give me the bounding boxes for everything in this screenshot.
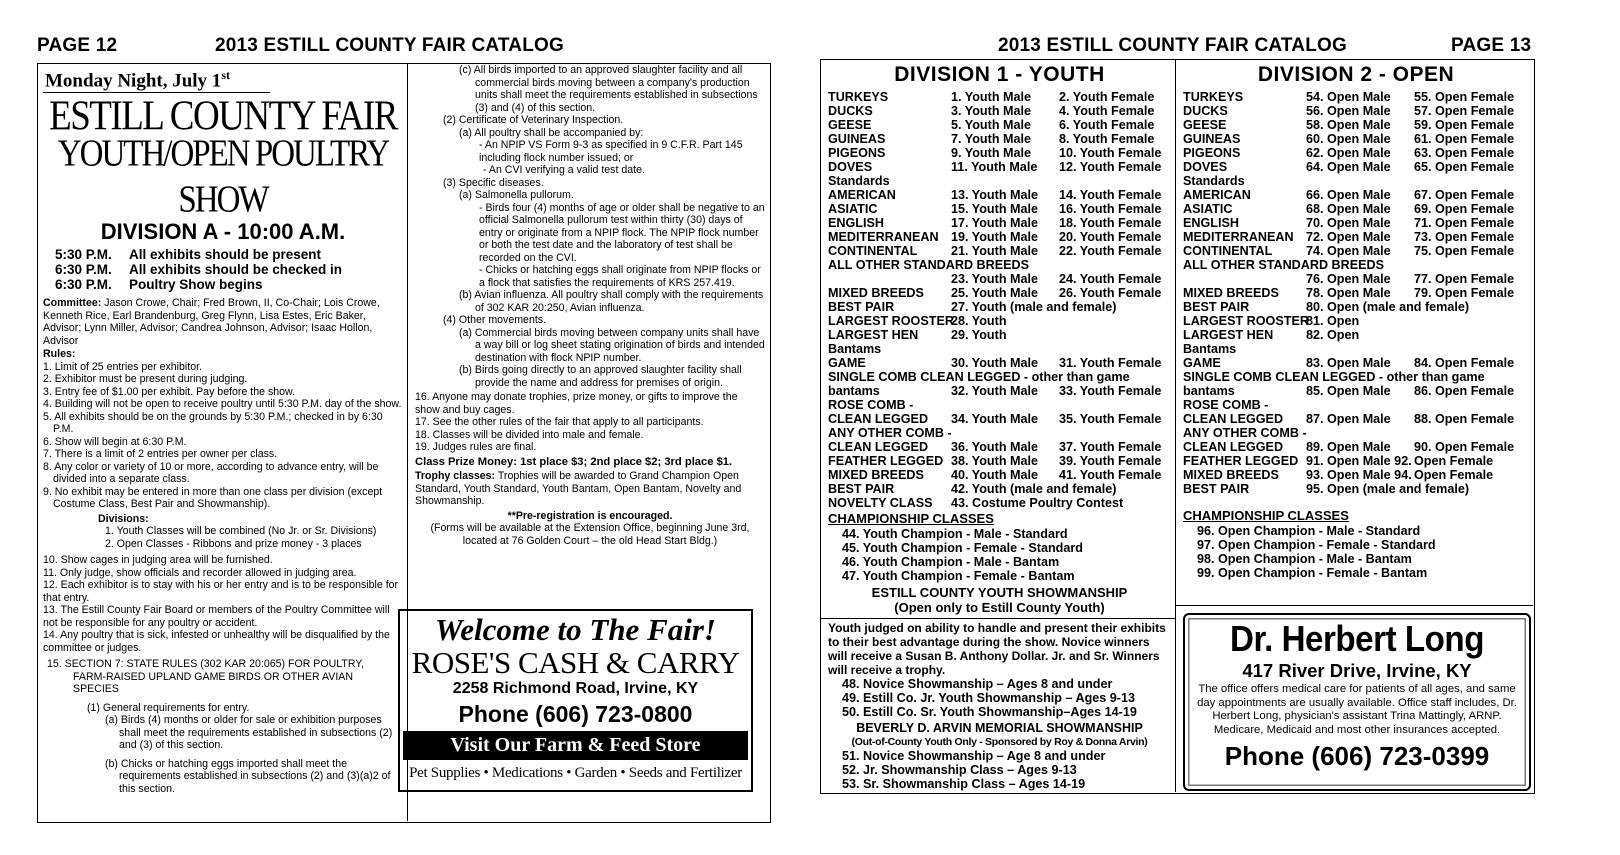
rule-15-1: (1) General requirements for entry. bbox=[87, 701, 250, 714]
class-entry-female: Open Female bbox=[1414, 454, 1494, 468]
schedule bbox=[55, 247, 403, 292]
catalog-title-left: 2013 ESTILL COUNTY FAIR CATALOG bbox=[215, 35, 564, 56]
arvin-class: 52. Jr. Showmanship Class – Ages 9-13 bbox=[842, 763, 1077, 777]
class-entry-male: 76. Open Male bbox=[1306, 272, 1391, 286]
rule-17: 17. See the other rules of the fair that apply to all participants. bbox=[415, 416, 704, 428]
division-heading: DIVISION A - 10:00 A.M. bbox=[100, 219, 346, 245]
schedule-item: 5:30 P.M. All exhibits should be present bbox=[55, 247, 322, 263]
class-entry-male: 87. Open Male bbox=[1306, 412, 1391, 426]
class-entry-female: 75. Open Female bbox=[1414, 244, 1515, 258]
class-row bbox=[1183, 216, 1529, 230]
class-entry-female: 69. Open Female bbox=[1414, 202, 1515, 216]
division-2-column bbox=[1176, 60, 1533, 606]
class-entry-female: Open Female bbox=[1414, 468, 1494, 482]
class-row bbox=[1183, 300, 1529, 314]
class-entry-male: 11. Youth Male bbox=[951, 160, 1038, 174]
class-name: GEESE bbox=[828, 118, 872, 132]
rule-15-4b: (b) Birds going directly to an approved slaughter facility shall provide the name and address for premises of origin. bbox=[459, 364, 742, 389]
class-name: CLEAN LEGGED bbox=[1183, 412, 1284, 426]
class-entry-female: 18. Youth Female bbox=[1059, 216, 1162, 230]
class-row bbox=[828, 314, 1171, 328]
rule-15-1b: (b) Chicks or hatching eggs imported shall meet the requirements established in subsections (2) and (3)(a)2 of this section. bbox=[105, 757, 391, 795]
left-column-1 bbox=[39, 64, 408, 821]
class-row bbox=[1183, 118, 1529, 132]
division-2-classes bbox=[1183, 90, 1529, 496]
championship-heading: CHAMPIONSHIP CLASSES bbox=[1183, 508, 1349, 523]
class-entry-female: 20. Youth Female bbox=[1059, 230, 1162, 244]
arvin-class: 51. Novice Showmanship – Age 8 and under bbox=[842, 749, 1106, 763]
class-entry-male: 38. Youth Male bbox=[951, 454, 1039, 468]
class-row bbox=[1183, 328, 1529, 342]
class-entry-male: 56. Open Male bbox=[1306, 104, 1391, 118]
class-entry-male: 17. Youth Male bbox=[951, 216, 1039, 230]
division-1-column bbox=[821, 60, 1176, 792]
class-name: PIGEONS bbox=[828, 146, 886, 160]
page-number-left: PAGE 12 bbox=[37, 35, 118, 56]
class-entry-male: 83. Open Male bbox=[1306, 356, 1391, 370]
class-name: LARGEST HEN bbox=[1183, 328, 1274, 342]
championship-heading: CHAMPIONSHIP CLASSES bbox=[828, 511, 994, 526]
class-entry-male: 5. Youth Male bbox=[951, 118, 1032, 132]
class-row bbox=[1183, 90, 1529, 104]
class-entry-female: 86. Open Female bbox=[1414, 384, 1515, 398]
class-name: ASIATIC bbox=[828, 202, 878, 216]
dr-herbert-long-ad bbox=[1183, 613, 1531, 791]
class-row bbox=[828, 104, 1171, 118]
class-name: NOVELTY CLASS bbox=[828, 496, 933, 510]
page-number-right: PAGE 13 bbox=[1451, 35, 1532, 56]
rule-item: 3. Entry fee of $1.00 per exhibit. Pay before the show. bbox=[43, 385, 296, 398]
class-row bbox=[828, 90, 1171, 104]
doctor-phone: Phone (606) 723-0399 bbox=[1224, 741, 1490, 771]
class-row bbox=[1183, 244, 1529, 258]
class-row bbox=[828, 118, 1171, 132]
class-name: BEST PAIR bbox=[828, 482, 895, 496]
class-row bbox=[1183, 146, 1529, 160]
class-entry: 43. Costume Poultry Contest bbox=[951, 496, 1124, 510]
class-entry: 42. Youth (male and female) bbox=[951, 482, 1117, 496]
show-title: YOUTH/OPEN POULTRY SHOW bbox=[57, 133, 389, 222]
class-row bbox=[828, 160, 1171, 174]
champ-item: 97. Open Champion - Female - Standard bbox=[1197, 538, 1436, 552]
class-row bbox=[1183, 160, 1529, 174]
class-entry-male: 54. Open Male bbox=[1306, 90, 1391, 104]
class-name: CONTINENTAL bbox=[828, 244, 918, 258]
class-row bbox=[828, 468, 1171, 482]
class-name: BEST PAIR bbox=[1183, 300, 1250, 314]
rule-15-1a: (a) Birds (4) months or older for sale or exhibition purposes shall meet the requirements established in subsections (2) and (3) of this section. bbox=[105, 714, 393, 752]
class-entry-female: 41. Youth Female bbox=[1059, 468, 1162, 482]
rule-15-3: (3) Specific diseases. bbox=[443, 176, 544, 189]
class-entry-female: 65. Open Female bbox=[1414, 160, 1515, 174]
class-name: CLEAN LEGGED bbox=[828, 412, 929, 426]
class-entry-female: 31. Youth Female bbox=[1059, 356, 1162, 370]
class-row bbox=[828, 328, 1171, 342]
class-row bbox=[1183, 132, 1529, 146]
class-row bbox=[828, 188, 1171, 202]
class-row bbox=[828, 300, 1171, 314]
rule-15: 15. SECTION 7: STATE RULES (302 KAR 20:065) FOR POULTRY, FARM-RAISED UPLAND GAME BIRDS OR OTHER AVIAN SPECIES bbox=[47, 658, 364, 696]
class-entry-female: 33. Youth Female bbox=[1059, 384, 1162, 398]
class-name: BEST PAIR bbox=[828, 300, 895, 314]
class-entry-female: 77. Open Female bbox=[1414, 272, 1515, 286]
rule-item: 6. Show will begin at 6:30 P.M. bbox=[43, 435, 187, 448]
rule-item: 11. Only judge, show officials and recorder allowed in judging area. bbox=[43, 566, 357, 579]
class-row bbox=[828, 412, 1171, 426]
class-row bbox=[828, 496, 1171, 510]
class-entry-male: 23. Youth Male bbox=[951, 272, 1039, 286]
class-entry-male: 91. Open Male 92. bbox=[1306, 454, 1412, 468]
rule-15-2: (2) Certificate of Veterinary Inspection. bbox=[443, 114, 624, 126]
champ-item: 45. Youth Champion - Female - Standard bbox=[842, 541, 1083, 555]
rule-15-1c: (c) All birds imported to an approved slaughter facility and all commercial birds moving between a company's production units shall meet the requirements established in subsections (3) and (4) of this section. bbox=[459, 64, 758, 114]
trophy-classes: Trophy classes: Trophies will be awarded to Grand Champion Open Standard, Youth Standard, Youth Bantam, Open Bantam, Novelty and Showmanship. bbox=[415, 470, 742, 507]
class-entry-female: 4. Youth Female bbox=[1059, 104, 1155, 118]
rule-15-3a-1: - Birds four (4) months of age or older shall be negative to an official Salmonella pullorum test within thirty (30) days of entry or originate from a NPIP flock. The NPIP flock number or both the test date and the laboratory of test shall be recorded on the CVI. bbox=[479, 201, 765, 264]
class-name: MIXED BREEDS bbox=[1183, 468, 1279, 482]
class-row bbox=[1183, 468, 1529, 482]
class-name: GUINEAS bbox=[828, 132, 886, 146]
class-entry-male: 3. Youth Male bbox=[951, 104, 1032, 118]
class-row bbox=[1183, 314, 1529, 328]
class-entry-male: 36. Youth Male bbox=[951, 440, 1039, 454]
class-entry: 80. Open (male and female) bbox=[1306, 300, 1470, 314]
class-row bbox=[828, 356, 1171, 370]
class-name: DUCKS bbox=[1183, 104, 1228, 118]
class-row bbox=[828, 286, 1171, 300]
class-entry-male: 89. Open Male bbox=[1306, 440, 1391, 454]
class-entry-male: 30. Youth Male bbox=[951, 356, 1039, 370]
class-name: CONTINENTAL bbox=[1183, 244, 1273, 258]
showmanship-class: 50. Estill Co. Sr. Youth Showmanship–Ages 14-19 bbox=[842, 705, 1137, 719]
class-row bbox=[1183, 202, 1529, 216]
single-comb-heading: SINGLE COMB CLEAN LEGGED - other than game bbox=[828, 370, 1130, 384]
class-entry: 81. Open bbox=[1306, 314, 1360, 328]
class-name: GAME bbox=[1183, 356, 1221, 370]
class-entry-male: 66. Open Male bbox=[1306, 188, 1391, 202]
class-entry-male: 68. Open Male bbox=[1306, 202, 1391, 216]
champ-item: 96. Open Champion - Male - Standard bbox=[1197, 524, 1421, 538]
committee: Committee: Jason Crowe, Chair; Fred Brown, II, Co-Chair; Lois Crowe, Kenneth Rice, Earl Brandenburg, Greg Flynn, Lisa Estes, Eric Baker, Advisor; Lynn Miller, Advisor; Candrea Johnson, Advisor; Isaac Hollon, Advisor bbox=[43, 297, 380, 347]
division-item: 2. Open Classes - Ribbons and prize money - 3 places bbox=[105, 537, 362, 550]
class-name: bantams bbox=[1183, 384, 1235, 398]
standards-heading: Standards bbox=[828, 174, 890, 188]
class-entry-female: 57. Open Female bbox=[1414, 104, 1515, 118]
class-row bbox=[1183, 356, 1529, 370]
class-entry-male: 72. Open Male bbox=[1306, 230, 1391, 244]
class-entry-female: 71. Open Female bbox=[1414, 216, 1515, 230]
class-entry-female: 12. Youth Female bbox=[1059, 160, 1162, 174]
class-name: LARGEST ROOSTER bbox=[828, 314, 954, 328]
class-row bbox=[828, 202, 1171, 216]
class-row bbox=[828, 454, 1171, 468]
rules-heading: Rules: bbox=[43, 348, 76, 361]
class-row bbox=[828, 132, 1171, 146]
division-1-classes bbox=[828, 90, 1171, 510]
rule-item: 14. Any poultry that is sick, infested or unhealthy will be disqualified by the committee or judges. bbox=[43, 629, 390, 654]
schedule-item: 6:30 P.M. All exhibits should be checked in bbox=[55, 262, 343, 278]
rule-16: 16. Anyone may donate trophies, prize money, or gifts to improve the show and buy cages. bbox=[415, 391, 738, 416]
class-entry-male: 85. Open Male bbox=[1306, 384, 1391, 398]
rule-18: 18. Classes will be divided into male and female. bbox=[415, 428, 644, 441]
pre-registration-note: (Forms will be available at the Extension Office, beginning June 3rd, located at 76 Golden Court – the old Head Start Bldg.) bbox=[430, 522, 750, 547]
fair-title: ESTILL COUNTY FAIR bbox=[49, 93, 397, 141]
class-name: MIXED BREEDS bbox=[828, 286, 924, 300]
class-entry-female: 16. Youth Female bbox=[1059, 202, 1162, 216]
rule-15-2a: (a) All poultry shall be accompanied by: bbox=[459, 126, 644, 139]
class-entry-female: 8. Youth Female bbox=[1059, 132, 1155, 146]
doctor-name: Dr. Herbert Long bbox=[1230, 618, 1484, 659]
store-phone: Phone (606) 723-0800 bbox=[458, 701, 693, 727]
class-row bbox=[1183, 230, 1529, 244]
store-address: 2258 Richmond Road, Irvine, KY bbox=[452, 680, 699, 697]
class-entry-male: 21. Youth Male bbox=[951, 244, 1039, 258]
champ-item: 47. Youth Champion - Female - Bantam bbox=[842, 569, 1075, 583]
class-entry-female: 67. Open Female bbox=[1414, 188, 1515, 202]
class-row bbox=[828, 272, 1171, 286]
class-entry: 95. Open (male and female) bbox=[1306, 482, 1470, 496]
class-entry-male: 93. Open Male 94. bbox=[1306, 468, 1412, 482]
class-entry-male: 70. Open Male bbox=[1306, 216, 1391, 230]
class-entry-male: 74. Open Male bbox=[1306, 244, 1391, 258]
class-entry-male: 1. Youth Male bbox=[951, 90, 1032, 104]
rule-item: 7. There is a limit of 2 entries per owner per class. bbox=[43, 448, 278, 461]
welcome-text: Welcome to The Fair! bbox=[435, 612, 716, 647]
rule-item: 13. The Estill County Fair Board or members of the Poultry Committee will not be responsible for any poultry or accident. bbox=[43, 604, 390, 629]
rule-15-3a-2: - Chicks or hatching eggs shall originate from NPIP flocks or a flock that satisfies the requirements of KRS 257.419. bbox=[479, 264, 761, 289]
class-entry: 29. Youth bbox=[951, 328, 1007, 342]
class-name: AMERICAN bbox=[828, 188, 896, 202]
divisions-heading: Divisions: bbox=[98, 512, 149, 525]
class-entry-male: 9. Youth Male bbox=[951, 146, 1032, 160]
class-entry-female: 79. Open Female bbox=[1414, 286, 1515, 300]
class-name: FEATHER LEGGED bbox=[828, 454, 944, 468]
schedule-item: 6:30 P.M. Poultry Show begins bbox=[55, 277, 263, 293]
class-entry-female: 10. Youth Female bbox=[1059, 146, 1162, 160]
rose-comb-heading: ROSE COMB - bbox=[1183, 398, 1269, 412]
class-entry-male: 40. Youth Male bbox=[951, 468, 1039, 482]
rule-item: 8. Any color or variety of 10 or more, according to advance entry, will be divided into a separate class. bbox=[43, 460, 379, 486]
date-heading: Monday Night, July 1st bbox=[43, 64, 270, 93]
class-entry-male: 15. Youth Male bbox=[951, 202, 1039, 216]
any-other-comb-heading: ANY OTHER COMB - bbox=[1183, 426, 1307, 440]
class-entry-male: 34. Youth Male bbox=[951, 412, 1039, 426]
class-name: GUINEAS bbox=[1183, 132, 1241, 146]
champ-item: 99. Open Champion - Female - Bantam bbox=[1197, 566, 1428, 580]
class-entry-male: 7. Youth Male bbox=[951, 132, 1032, 146]
class-name: AMERICAN bbox=[1183, 188, 1251, 202]
any-other-comb-heading: ANY OTHER COMB - bbox=[828, 426, 952, 440]
class-entry-female: 61. Open Female bbox=[1414, 132, 1515, 146]
rule-15-3b: (b) Avian influenza. All poultry shall comply with the requirements of 302 KAR 20:250, Avian influenza. bbox=[459, 289, 764, 314]
class-name: DOVES bbox=[1183, 160, 1228, 174]
showmanship-description: Youth judged on ability to handle and present their exhibits to their best advantage during the show. Novice winners will receive a Susan B. Anthony Dollar. Jr. and Sr. Winners will receive a trophy. bbox=[828, 621, 1166, 677]
class-entry-female: 55. Open Female bbox=[1414, 90, 1515, 104]
doctor-address: 417 River Drive, Irvine, KY bbox=[1242, 660, 1472, 681]
rule-item: 5. All exhibits should be on the grounds by 5:30 P.M.; checked in by 6:30 P.M. bbox=[43, 410, 383, 436]
class-entry-female: 24. Youth Female bbox=[1059, 272, 1162, 286]
class-entry-female: 6. Youth Female bbox=[1059, 118, 1155, 132]
class-row bbox=[1183, 454, 1529, 468]
class-entry-male: 62. Open Male bbox=[1306, 146, 1391, 160]
class-name: MEDITERRANEAN bbox=[1183, 230, 1294, 244]
arvin-heading: BEVERLY D. ARVIN MEMORIAL SHOWMANSHIP bbox=[856, 721, 1143, 735]
class-entry-male: 60. Open Male bbox=[1306, 132, 1391, 146]
store-name: ROSE'S CASH & CARRY bbox=[411, 645, 740, 680]
class-row bbox=[1183, 188, 1529, 202]
class-name: ASIATIC bbox=[1183, 202, 1233, 216]
prize-money: Class Prize Money: 1st place $3; 2nd place $2; 3rd place $1. bbox=[415, 455, 733, 468]
division-2-heading: DIVISION 2 - OPEN bbox=[1257, 63, 1455, 86]
class-name: ENGLISH bbox=[1183, 216, 1239, 230]
bantams-heading: Bantams bbox=[1183, 342, 1237, 356]
rule-item: 2. Exhibitor must be present during judging. bbox=[43, 373, 248, 386]
rule-15-4a: (a) Commercial birds moving between company units shall have a way bill or log sheet stating origination of birds and intended destination with flock NPIP number. bbox=[459, 326, 765, 364]
store-items: Pet Supplies • Medications • Garden • Seeds and Fertilizer bbox=[409, 765, 742, 781]
champ-item: 98. Open Champion - Male - Bantam bbox=[1197, 552, 1412, 566]
class-entry-female: 22. Youth Female bbox=[1059, 244, 1162, 258]
class-name: DOVES bbox=[828, 160, 873, 174]
class-entry-male: 32. Youth Male bbox=[951, 384, 1039, 398]
class-entry: 28. Youth bbox=[951, 314, 1007, 328]
class-row bbox=[1183, 412, 1529, 426]
rule-15-3a: (a) Salmonella pullorum. bbox=[459, 189, 574, 201]
class-row bbox=[828, 440, 1171, 454]
doctor-description: The office offers medical care for patients of all ages, and same day appointments are usually available. Office staff includes, Dr. Herbert Long, physician's assistant Trina Mattingly, ARNP. Medicare, Medicaid and most other insurances accepted. bbox=[1197, 683, 1517, 736]
class-name: CLEAN LEGGED bbox=[1183, 440, 1284, 454]
store-banner: Visit Our Farm & Feed Store bbox=[403, 731, 748, 760]
class-row bbox=[1183, 440, 1529, 454]
class-entry-female: 26. Youth Female bbox=[1059, 286, 1162, 300]
arvin-subheading: (Out-of-County Youth Only - Sponsored by Roy & Donna Arvin) bbox=[851, 736, 1148, 748]
class-entry-female: 59. Open Female bbox=[1414, 118, 1515, 132]
class-entry-female: 73. Open Female bbox=[1414, 230, 1515, 244]
class-entry-female: 84. Open Female bbox=[1414, 356, 1515, 370]
class-row bbox=[1183, 272, 1529, 286]
class-name: MIXED BREEDS bbox=[828, 468, 924, 482]
class-row bbox=[828, 146, 1171, 160]
class-entry-male: 25. Youth Male bbox=[951, 286, 1039, 300]
class-name: BEST PAIR bbox=[1183, 482, 1250, 496]
champ-item: 44. Youth Champion - Male - Standard bbox=[842, 527, 1068, 541]
showmanship-heading: ESTILL COUNTY YOUTH SHOWMANSHIP bbox=[871, 585, 1128, 600]
class-entry-female: 35. Youth Female bbox=[1059, 412, 1162, 426]
rule-19: 19. Judges rules are final. bbox=[415, 441, 537, 453]
rule-15-2a-2: - An CVI verifying a valid test date. bbox=[483, 164, 645, 176]
rose-comb-heading: ROSE COMB - bbox=[828, 398, 914, 412]
champ-item: 46. Youth Champion - Male - Bantam bbox=[842, 555, 1060, 569]
bantams-heading: Bantams bbox=[828, 342, 882, 356]
class-entry-female: 14. Youth Female bbox=[1059, 188, 1162, 202]
roses-cash-carry-ad bbox=[398, 609, 753, 792]
all-other-heading: ALL OTHER STANDARD BREEDS bbox=[1183, 258, 1385, 272]
class-row bbox=[828, 384, 1171, 398]
class-name: GAME bbox=[828, 356, 866, 370]
class-name: GEESE bbox=[1183, 118, 1227, 132]
class-name bbox=[1183, 272, 1306, 286]
class-entry-female: 37. Youth Female bbox=[1059, 440, 1162, 454]
class-row bbox=[1183, 384, 1529, 398]
class-name: LARGEST ROOSTER bbox=[1183, 314, 1309, 328]
class-name: bantams bbox=[828, 384, 880, 398]
class-name: MEDITERRANEAN bbox=[828, 230, 939, 244]
class-row bbox=[828, 244, 1171, 258]
class-entry: 27. Youth (male and female) bbox=[951, 300, 1117, 314]
standards-heading: Standards bbox=[1183, 174, 1245, 188]
rule-item: 4. Building will not be open to receive poultry until 5:30 P.M. day of the show. bbox=[43, 398, 402, 411]
class-entry-male: 64. Open Male bbox=[1306, 160, 1391, 174]
class-name bbox=[828, 272, 951, 286]
class-entry-male: 19. Youth Male bbox=[951, 230, 1039, 244]
division-1-heading: DIVISION 1 - YOUTH bbox=[894, 63, 1105, 86]
class-entry-male: 58. Open Male bbox=[1306, 118, 1391, 132]
class-row bbox=[1183, 482, 1529, 496]
arvin-class: 53. Sr. Showmanship Class – Ages 14-19 bbox=[842, 777, 1086, 791]
class-name: TURKEYS bbox=[828, 90, 889, 104]
class-entry: 82. Open bbox=[1306, 328, 1360, 342]
class-name: FEATHER LEGGED bbox=[1183, 454, 1299, 468]
showmanship-class: 48. Novice Showmanship – Ages 8 and under bbox=[842, 677, 1113, 691]
class-entry-female: 90. Open Female bbox=[1414, 440, 1515, 454]
all-other-heading: ALL OTHER STANDARD BREEDS bbox=[828, 258, 1030, 272]
class-row bbox=[828, 482, 1171, 496]
class-entry-male: 78. Open Male bbox=[1306, 286, 1391, 300]
class-entry-female: 2. Youth Female bbox=[1059, 90, 1155, 104]
class-entry-female: 39. Youth Female bbox=[1059, 454, 1162, 468]
class-name: LARGEST HEN bbox=[828, 328, 919, 342]
class-name: MIXED BREEDS bbox=[1183, 286, 1279, 300]
class-row bbox=[828, 216, 1171, 230]
class-entry-female: 63. Open Female bbox=[1414, 146, 1515, 160]
class-row bbox=[828, 230, 1171, 244]
class-row bbox=[1183, 286, 1529, 300]
single-comb-heading: SINGLE COMB CLEAN LEGGED - other than game bbox=[1183, 370, 1485, 384]
division-item: 1. Youth Classes will be combined (No Jr. or Sr. Divisions) bbox=[105, 525, 377, 538]
rule-15-2a-1: - An NPIP VS Form 9-3 as specified in 9 C.F.R. Part 145 including flock number issued; or bbox=[479, 139, 743, 164]
showmanship-subheading: (Open only to Estill County Youth) bbox=[894, 600, 1105, 615]
class-name: CLEAN LEGGED bbox=[828, 440, 929, 454]
class-name: ENGLISH bbox=[828, 216, 884, 230]
class-entry-female: 88. Open Female bbox=[1414, 412, 1515, 426]
rule-item: 10. Show cages in judging area will be furnished. bbox=[43, 554, 273, 567]
pre-registration: **Pre-registration is encouraged. bbox=[507, 509, 673, 522]
class-row bbox=[1183, 104, 1529, 118]
catalog-title-right: 2013 ESTILL COUNTY FAIR CATALOG bbox=[998, 35, 1347, 56]
rule-item: 9. No exhibit may be entered in more than one class per division (except Costume Class, Best Pair and Showmanship). bbox=[43, 485, 383, 511]
rule-item: 12. Each exhibitor is to stay with his or her entry and is to be responsible for that entry. bbox=[43, 579, 399, 604]
class-entry-male: 13. Youth Male bbox=[951, 188, 1039, 202]
rule-item: 1. Limit of 25 entries per exhibitor. bbox=[43, 360, 202, 373]
class-name: DUCKS bbox=[828, 104, 873, 118]
class-name: PIGEONS bbox=[1183, 146, 1241, 160]
class-name: TURKEYS bbox=[1183, 90, 1244, 104]
showmanship-class: 49. Estill Co. Jr. Youth Showmanship – Ages 9-13 bbox=[842, 691, 1136, 705]
rule-15-4: (4) Other movements. bbox=[443, 314, 547, 326]
